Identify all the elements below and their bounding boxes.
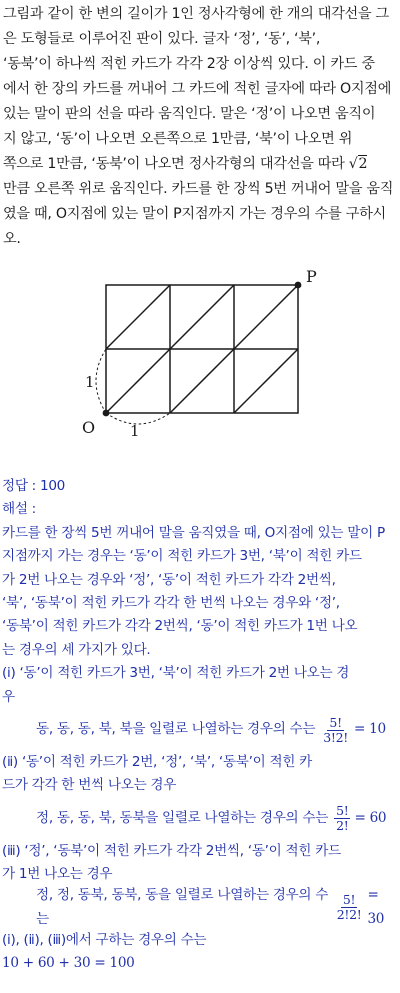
case3-title: (ⅲ) ‘정’, ‘동북’이 적힌 카드가 각각 2번씩, ‘동’이 적힌 카드 <box>2 842 341 859</box>
label-side-vertical: 1 <box>85 373 95 391</box>
problem-line: 에서 한 장의 카드를 꺼내어 그 카드에 적힌 글자에 따라 O지점에 <box>3 81 392 97</box>
grid-diagonal <box>170 349 234 413</box>
problem-line: 쪽으로 1만큼, ‘동북’이 나오면 정사각형의 대각선을 따라 <box>3 156 345 172</box>
case2-equation <box>2 798 398 840</box>
case2-text: 정, 동, 동, 북, 동북을 일렬로 나열하는 경우의 수는 <box>36 810 329 827</box>
case3-text: 정, 정, 동북, 동북, 동을 일렬로 나열하는 경우의 수는 <box>36 887 329 927</box>
solution-block <box>2 475 398 976</box>
point-P-marker <box>295 282 302 289</box>
case3-denominator: 2!2! <box>336 907 362 923</box>
grid-figure <box>70 265 330 449</box>
case2-title: (ⅱ) ‘동’이 적힌 카드가 2번, ‘정’, ‘북’, ‘동북’이 적힌 카 <box>2 754 313 771</box>
case3-equation <box>2 887 398 929</box>
case1-fraction <box>321 716 350 745</box>
point-O-marker <box>103 410 110 417</box>
problem-line: 지 않고, ‘동’이 나오면 오른쪽으로 1만큼, ‘북’이 나오면 위 <box>3 131 353 147</box>
grid-diagonal <box>234 285 298 349</box>
case1-denominator: 3!2! <box>323 729 348 745</box>
case1-numerator: 5! <box>329 714 342 730</box>
case2-title: 드가 각각 한 번씩 나오는 경우 <box>2 777 177 794</box>
case3-fraction <box>335 893 364 922</box>
final-sum: 10 + 60 + 30 = 100 <box>2 955 135 972</box>
problem-line: 오. <box>3 231 21 247</box>
case1-result: = 10 <box>354 721 386 738</box>
dashed-arc-vertical <box>96 349 106 413</box>
case1-title: 우 <box>2 688 15 705</box>
case3-numerator: 5! <box>342 892 356 908</box>
grid-diagonal <box>106 285 170 349</box>
case2-denominator: 2! <box>336 818 349 834</box>
problem-line: 그림과 같이 한 변의 길이가 1인 정사각형에 한 개의 대각선을 그 <box>3 6 389 22</box>
sqrt-expression: √2 <box>348 156 368 172</box>
conclusion-line: (ⅰ), (ⅱ), (ⅲ)에서 구하는 경우의 수는 <box>2 931 207 948</box>
case3-result: = 30 <box>367 887 385 927</box>
explain-header: 해설 : <box>2 501 36 518</box>
case1-text: 동, 동, 동, 북, 북을 일렬로 나열하는 경우의 수는 <box>36 721 316 738</box>
problem-line: ‘동북’이 하나씩 적힌 카드가 각각 2장 이상씩 있다. 이 카드 중 <box>3 56 375 72</box>
intro-line: ‘동북’이 적힌 카드가 각각 2번씩, ‘동’이 적힌 카드가 1번 나오 <box>2 618 358 635</box>
intro-line: 지점까지 가는 경우는 ‘동’이 적힌 카드가 3번, ‘북’이 적힌 카드 <box>2 548 362 565</box>
problem-line: 있는 말이 판의 선을 따라 움직인다. 말은 ‘정’이 나오면 움직이 <box>3 106 376 122</box>
problem-line: 은 도형들로 이루어진 판이 있다. 글자 ‘정’, ‘동’, ‘북’, <box>3 31 321 47</box>
case1-title: (ⅰ) ‘동’이 적힌 카드가 3번, ‘북’이 적힌 카드가 2번 나오는 경 <box>2 665 350 682</box>
intro-line: ‘북’, ‘동북’이 적힌 카드가 각각 한 번씩 나오는 경우와 ‘정’, <box>2 595 340 612</box>
case3-title: 가 1번 나오는 경우 <box>2 866 113 883</box>
case1-equation <box>2 709 398 751</box>
sqrt-radicand: 2 <box>358 156 368 172</box>
grid-diagonal <box>106 349 170 413</box>
problem-line: 였을 때, O지점에 있는 말이 P지점까지 가는 경우의 수를 구하시 <box>3 206 386 222</box>
case2-result: = 60 <box>354 810 387 827</box>
grid-diagonal <box>170 285 234 349</box>
problem-line-with-sqrt <box>3 152 397 177</box>
grid-diagram <box>70 265 330 445</box>
problem-line: 만큼 오른쪽 위로 움직인다. 카드를 한 장씩 5번 꺼내어 말을 움직 <box>3 181 394 197</box>
answer-line: 정답 : 100 <box>2 478 66 494</box>
label-P: P <box>306 267 317 286</box>
case2-numerator: 5! <box>336 803 349 819</box>
intro-line: 는 경우의 세 가지가 있다. <box>2 641 151 658</box>
intro-line: 카드를 한 장씩 5번 꺼내어 말을 움직였을 때, O지점에 있는 말이 P <box>2 524 385 541</box>
problem-text <box>3 2 397 252</box>
label-O: O <box>82 418 96 437</box>
grid-diagonal <box>234 349 298 413</box>
label-side-horizontal: 1 <box>130 422 140 440</box>
case2-fraction <box>334 804 350 833</box>
intro-line: 가 2번 나오는 경우와 ‘정’, ‘동’이 적힌 카드가 각각 2번씩, <box>2 571 336 588</box>
